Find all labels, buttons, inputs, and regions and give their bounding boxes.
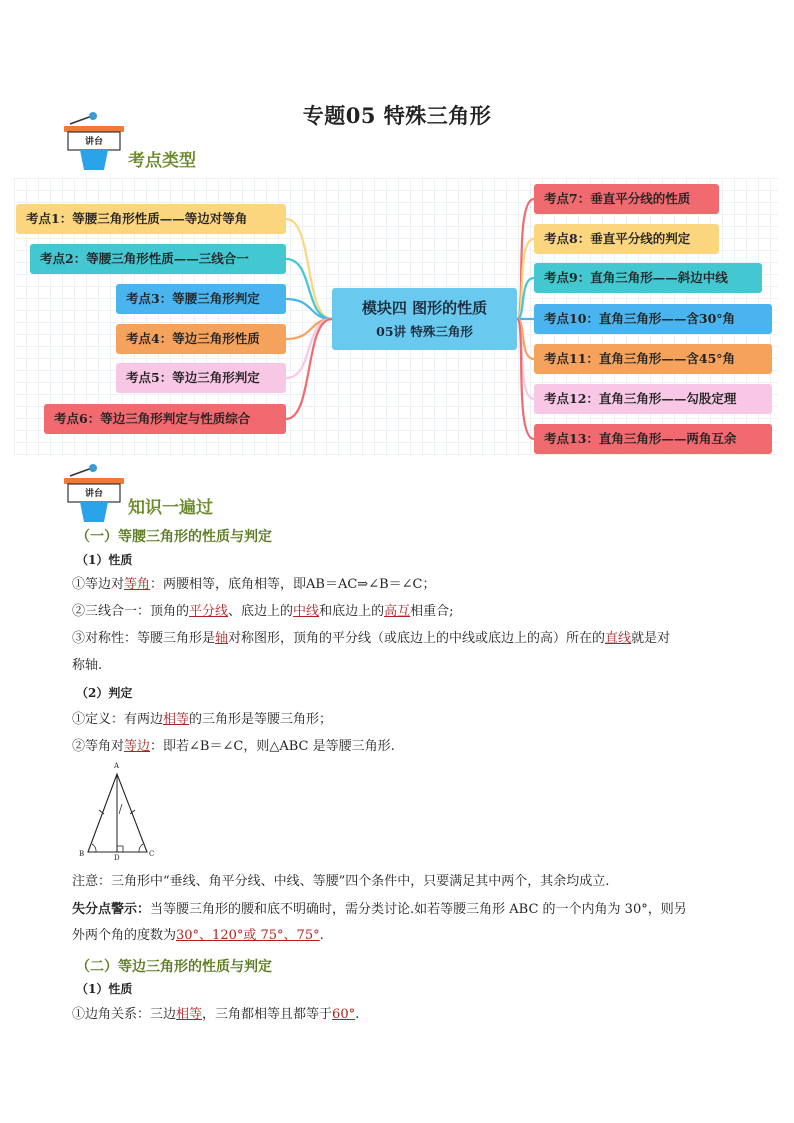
label-property-1: （1）性质: [76, 553, 133, 567]
text: 就是对: [631, 631, 671, 646]
answer-blank: 60°: [332, 1007, 356, 1022]
isosceles-triangle-figure: [76, 764, 160, 864]
text: ③对称性：等腰三角形是: [72, 631, 216, 646]
answer-blank: 相等: [163, 712, 190, 727]
line-p1b: [72, 602, 453, 622]
map-node-left-5: 考点5：等边三角形判定: [116, 363, 286, 393]
answer-blank: 轴: [215, 631, 229, 646]
map-node-left-3: 考点3：等腰三角形判定: [116, 284, 286, 314]
text: .: [319, 928, 324, 943]
line-p1c-cont: 称轴.: [72, 658, 103, 673]
center-subtitle: 05讲 特殊三角形: [376, 324, 473, 339]
vertex-label-a: A: [114, 762, 120, 770]
answer-blank: 高互: [384, 604, 411, 619]
text: ①等边对: [72, 577, 125, 592]
answer-blank: 相等: [176, 1007, 203, 1022]
text: ，三角都相等且都等于: [202, 1007, 333, 1022]
center-title: 模块四 图形的性质: [361, 299, 488, 317]
podium-label: 讲台: [84, 137, 103, 147]
map-node-right-11: 考点11：直角三角形——含45°角: [534, 344, 772, 374]
warning-line: [72, 900, 687, 920]
text: ①边角关系：三边: [72, 1007, 177, 1022]
vertex-label-b: B: [79, 850, 85, 858]
line-p2a: [72, 710, 332, 730]
text: 的三角形是等腰三角形；: [189, 712, 333, 727]
map-node-left-1: 考点1：等腰三角形性质——等边对等角: [16, 204, 286, 234]
map-node-right-10: 考点10：直角三角形——含30°角: [534, 304, 772, 334]
map-node-left-6: 考点6：等边三角形判定与性质综合: [44, 404, 286, 434]
answer-blank: 30°、120°或 75°、75°: [176, 928, 320, 943]
answer-blank: 直线: [605, 631, 632, 646]
map-node-right-8: 考点8：垂直平分线的判定: [534, 224, 719, 254]
map-node-right-13: 考点13：直角三角形——两角互余: [534, 424, 772, 454]
text: 当等腰三角形的腰和底不明确时，需分类讨论.如若等腰三角形 ABC 的一个内角为 30°，则另: [150, 902, 687, 917]
note-line: 注意：三角形中“垂线、角平分线、中线、等腰”四个条件中，只要满足其中两个，其余均成立.: [72, 874, 610, 889]
line-p1c: [72, 629, 670, 649]
answer-blank: 中线: [293, 604, 320, 619]
line-p3a: [72, 1005, 359, 1025]
map-node-left-4: 考点4：等边三角形性质: [116, 324, 286, 354]
map-node-right-9: 考点9：直角三角形——斜边中线: [534, 263, 762, 293]
section-title-1: 考点类型: [128, 151, 196, 171]
text: ：即若∠B＝∠C，则△ABC 是等腰三角形.: [150, 739, 395, 754]
answer-blank: 等角: [124, 577, 151, 592]
warning-label: 失分点警示：: [72, 902, 151, 917]
answer-blank: 等边: [124, 739, 151, 754]
label-property-2: （1）性质: [76, 982, 133, 996]
answer-blank: 平分线: [189, 604, 229, 619]
podium-icon: [62, 462, 126, 524]
text: 对称图形，顶角的平分线（或底边上的中线或底边上的高）所在的: [228, 631, 606, 646]
map-node-right-12: 考点12：直角三角形——勾股定理: [534, 384, 772, 414]
warning-line-2: [72, 926, 324, 946]
podium-icon: [62, 110, 126, 172]
point-label-d: D: [114, 854, 120, 862]
section-title-2: 知识一遍过: [128, 498, 213, 518]
heading-equilateral: （二）等边三角形的性质与判定: [76, 959, 272, 975]
line-p2b: [72, 737, 395, 757]
vertex-label-c: C: [149, 850, 155, 858]
page-title: 专题05 特殊三角形: [302, 103, 492, 128]
map-node-right-7: 考点7：垂直平分线的性质: [534, 184, 719, 214]
text: 相重合;: [410, 604, 454, 619]
map-center-node: [332, 288, 517, 350]
heading-isosceles: （一）等腰三角形的性质与判定: [76, 529, 272, 545]
text: ①定义：有两边: [72, 712, 164, 727]
mind-map: [14, 178, 778, 456]
text: 外两个角的度数为: [72, 928, 177, 943]
text: ：两腰相等，底角相等，即AB＝AC⇒∠B＝∠C；: [150, 577, 436, 592]
text: 和底边上的: [319, 604, 385, 619]
text: ②三线合一：顶角的: [72, 604, 190, 619]
podium-label: 讲台: [84, 489, 103, 499]
line-p1a: [72, 575, 436, 595]
map-node-left-2: 考点2：等腰三角形性质——三线合一: [30, 244, 286, 274]
label-judgement-1: （2）判定: [76, 686, 133, 700]
text: ②等角对: [72, 739, 125, 754]
text: 、底边上的: [228, 604, 294, 619]
text: .: [355, 1007, 360, 1022]
